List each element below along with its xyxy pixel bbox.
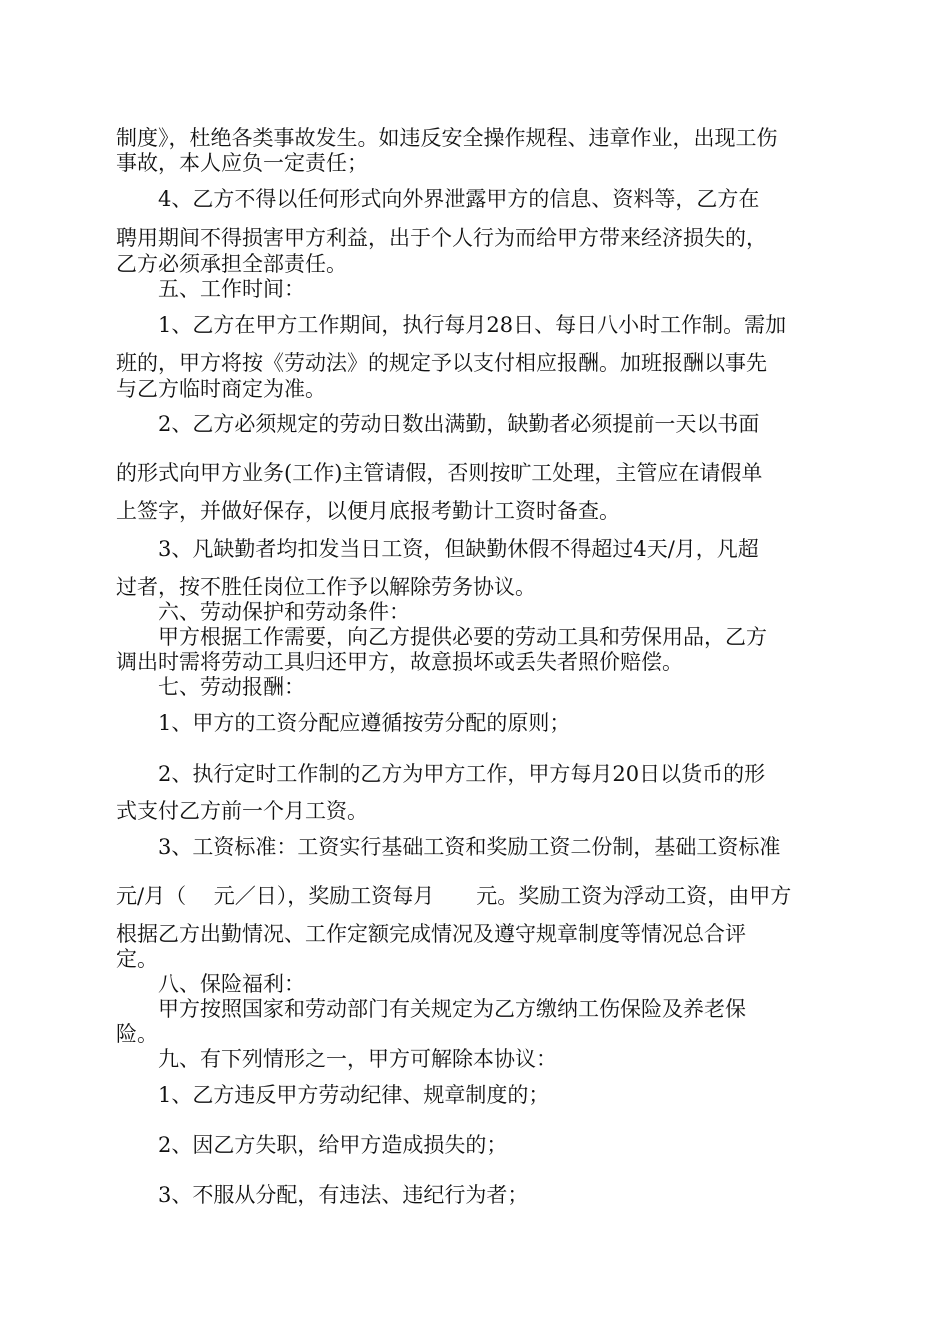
text-line: 2、因乙方失职，给甲方造成损失的； (116, 1133, 508, 1157)
text-line: 过者，按不胜任岗位工作予以解除劳务协议。 (116, 575, 536, 599)
section-heading-insurance: 八、保险福利： (116, 972, 305, 996)
text-line: 甲方根据工作需要，向乙方提供必要的劳动工具和劳保用品，乙方 (116, 625, 767, 649)
text-line: 3、工资标准：工资实行基础工资和奖励工资二份制，基础工资标准 (116, 835, 781, 859)
text-line: 1、甲方的工资分配应遵循按劳分配的原则； (116, 711, 571, 735)
text-line: 元/月（ 元／日），奖励工资每月 元。奖励工资为浮动工资，由甲方 (116, 884, 792, 908)
text-line: 1、乙方在甲方工作期间，执行每月28日、每日八小时工作制。需加 (116, 313, 787, 337)
text-line: 与乙方临时商定为准。 (116, 377, 326, 401)
text-line: 3、凡缺勤者均扣发当日工资，但缺勤休假不得超过4天/月，凡超 (116, 537, 759, 561)
text-line: 3、不服从分配，有违法、违纪行为者； (116, 1183, 529, 1207)
text-line: 险。 (116, 1022, 158, 1046)
section-heading-termination: 九、有下列情形之一，甲方可解除本协议： (116, 1047, 557, 1071)
section-heading-labor-protection: 六、劳动保护和劳动条件： (116, 600, 410, 624)
text-line: 乙方必须承担全部责任。 (116, 252, 347, 276)
text-line: 班的，甲方将按《劳动法》的规定予以支付相应报酬。加班报酬以事先 (116, 351, 767, 375)
text-line: 2、执行定时工作制的乙方为甲方工作，甲方每月20日以货币的形 (116, 762, 766, 786)
section-heading-work-time: 五、工作时间： (116, 277, 305, 301)
text-line: 上签字，并做好保存，以便月底报考勤计工资时备查。 (116, 499, 620, 523)
text-line: 定。 (116, 947, 158, 971)
text-line: 式支付乙方前一个月工资。 (116, 799, 368, 823)
text-line: 事故，本人应负一定责任； (116, 151, 368, 175)
text-line: 1、乙方违反甲方劳动纪律、规章制度的； (116, 1083, 550, 1107)
text-line: 4、乙方不得以任何形式向外界泄露甲方的信息、资料等，乙方在 (116, 187, 760, 211)
section-heading-remuneration: 七、劳动报酬： (116, 675, 305, 699)
text-line: 2、乙方必须规定的劳动日数出满勤，缺勤者必须提前一天以书面 (116, 412, 760, 436)
text-line: 根据乙方出勤情况、工作定额完成情况及遵守规章制度等情况总合评 (116, 922, 746, 946)
text-line: 的形式向甲方业务(工作)主管请假，否则按旷工处理，主管应在请假单 (116, 461, 763, 485)
text-line: 甲方按照国家和劳动部门有关规定为乙方缴纳工伤保险及养老保 (116, 997, 746, 1021)
text-line: 制度》，杜绝各类事故发生。如违反安全操作规程、违章作业，出现工伤 (116, 126, 778, 150)
text-line: 聘用期间不得损害甲方利益，出于个人行为而给甲方带来经济损失的， (116, 226, 767, 250)
text-line: 调出时需将劳动工具归还甲方，故意损坏或丢失者照价赔偿。 (116, 650, 683, 674)
